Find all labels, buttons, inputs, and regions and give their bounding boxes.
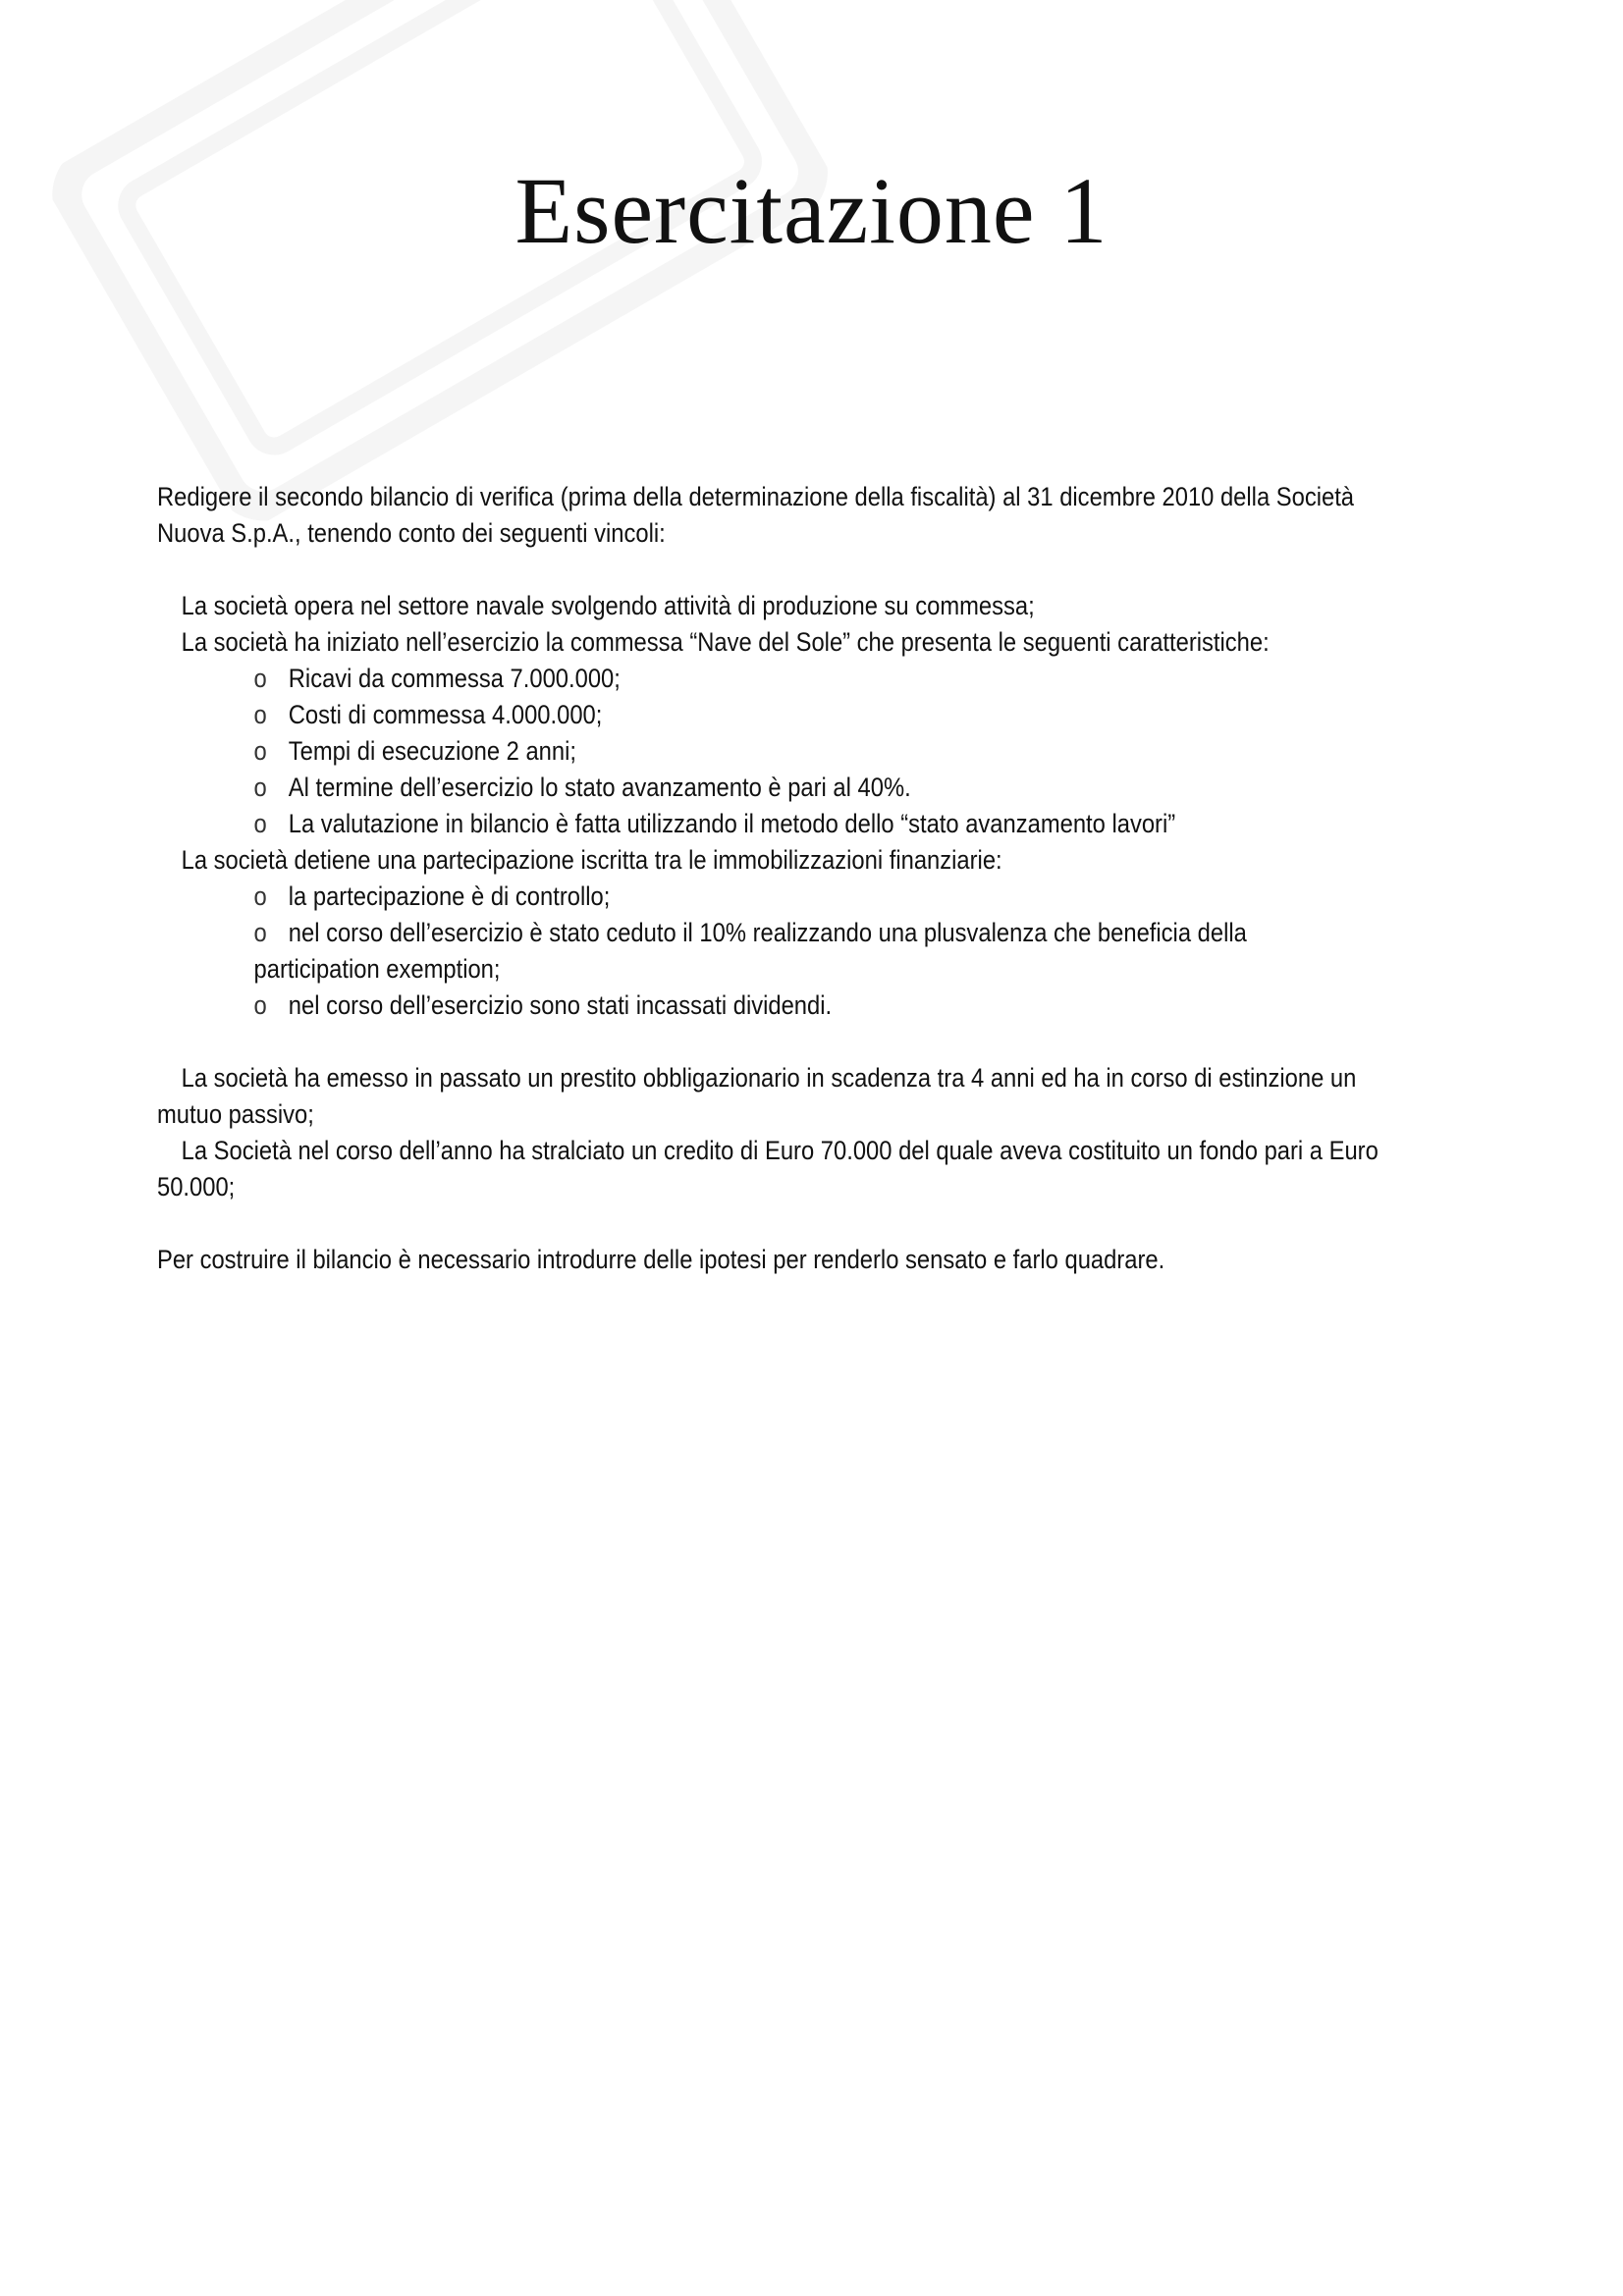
- sub-glyph: o: [253, 881, 267, 911]
- bullet-text: La società ha emesso in passato un prestito obbligazionario in scadenza tra 4 anni ed ha in corso di estinzione un mutuo passivo;: [157, 1063, 1357, 1129]
- sub-glyph: o: [253, 664, 267, 693]
- bullet-item: [157, 842, 1435, 879]
- sub-text: nel corso dell’esercizio sono stati incassati dividendi.: [288, 990, 833, 1020]
- sub-text: Al termine dell’esercizio lo stato avanzamento è pari al 40%.: [288, 773, 911, 802]
- closing-paragraph: Per costruire il bilancio è necessario introdurre delle ipotesi per renderlo sensato e farlo quadrare.: [157, 1245, 1165, 1274]
- sub-glyph: o: [253, 700, 267, 729]
- sub-glyph: o: [253, 990, 267, 1020]
- page-title: Esercitazione 1: [514, 158, 1109, 263]
- sub-text: nel corso dell’esercizio è stato ceduto il 10% realizzando una plusvalenza che beneficia della participation exemption;: [253, 918, 1247, 984]
- sub-text: la partecipazione è di controllo;: [288, 881, 611, 911]
- bullet-text: La società opera nel settore navale svolgendo attività di produzione su commessa;: [181, 591, 1035, 620]
- sub-text: Tempi di esecuzione 2 anni;: [288, 736, 576, 766]
- sub-item: [157, 806, 1435, 842]
- sub-glyph: o: [253, 736, 267, 766]
- bullet-text: La società ha iniziato nell’esercizio la commessa “Nave del Sole” che presenta le seguenti caratteristiche:: [181, 627, 1270, 657]
- sub-glyph: o: [253, 773, 267, 802]
- sub-text: Ricavi da commessa 7.000.000;: [288, 664, 621, 693]
- bullet-item: [157, 624, 1453, 661]
- bullet-text: La Società nel corso dell’anno ha stralciato un credito di Euro 70.000 del quale aveva costituito un fondo pari a Euro 50.000;: [157, 1136, 1379, 1201]
- sub-glyph: o: [253, 809, 267, 838]
- sub-item: [157, 697, 1435, 733]
- bullet-item: [157, 588, 1428, 624]
- intro-paragraph: Redigere il secondo bilancio di verifica (prima della determinazione della fiscalità) al 31 dicembre 2010 della Società Nuova S.p.A., tenendo conto dei seguenti vincoli:: [157, 482, 1355, 548]
- sub-item: [157, 988, 1435, 1024]
- sub-item: [157, 879, 1435, 915]
- sub-item: [157, 661, 1435, 697]
- document-body: [157, 479, 1435, 1278]
- bullet-text: La società detiene una partecipazione iscritta tra le immobilizzazioni finanziarie:: [181, 845, 1002, 875]
- sub-item: [157, 770, 1435, 806]
- bullet-item: [157, 1133, 1401, 1205]
- watermark-logo: [39, 0, 840, 534]
- sub-text: La valutazione in bilancio è fatta utilizzando il metodo dello “stato avanzamento lavori”: [288, 809, 1176, 838]
- sub-item: [157, 915, 1308, 988]
- sub-text: Costi di commessa 4.000.000;: [288, 700, 603, 729]
- bullet-item: [157, 1060, 1401, 1133]
- sub-glyph: o: [253, 918, 267, 947]
- sub-item: [157, 733, 1435, 770]
